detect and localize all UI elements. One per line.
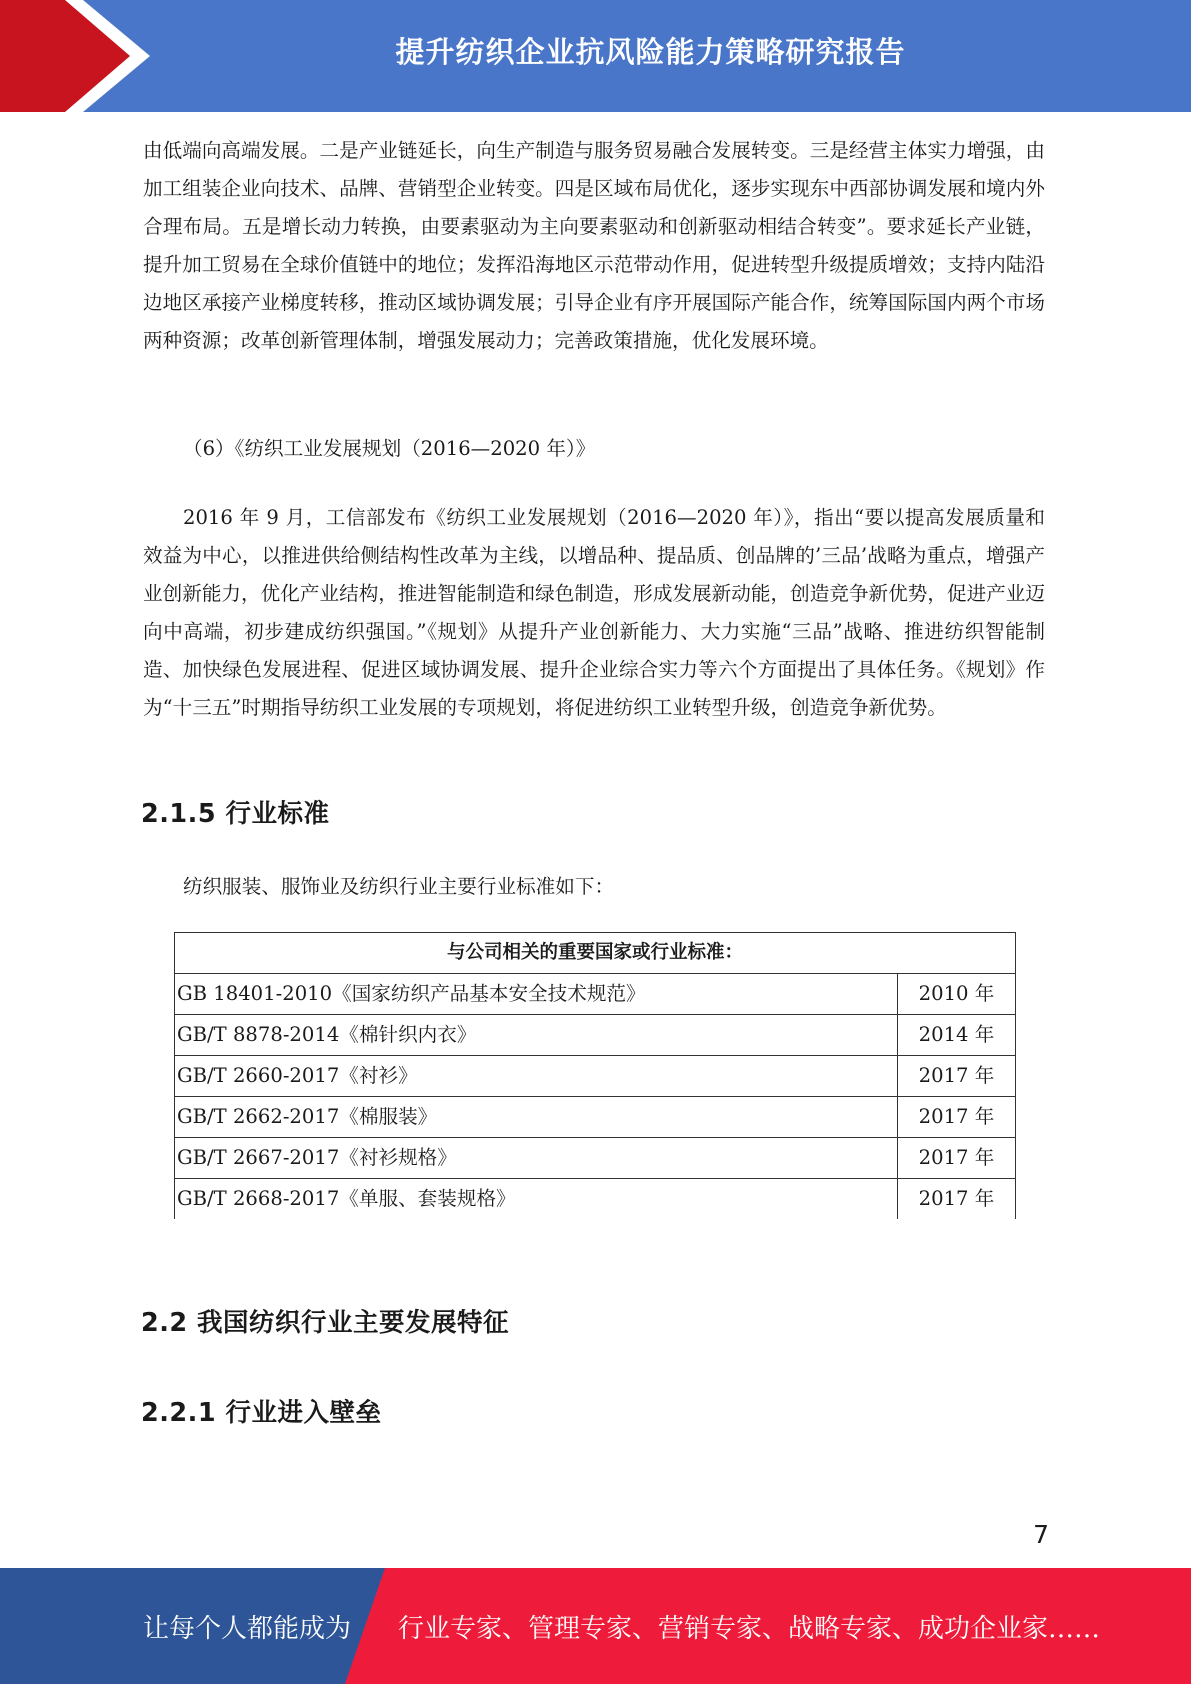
standard-year: 2017 年 bbox=[898, 1179, 1016, 1220]
standard-name: GB/T 2660-2017《衬衫》 bbox=[175, 1056, 898, 1097]
report-title: 提升纺织企业抗风险能力策略研究报告 bbox=[395, 34, 906, 69]
standard-name: GB/T 2668-2017《单服、套装规格》 bbox=[175, 1179, 898, 1220]
page-number: 7 bbox=[1033, 1520, 1049, 1549]
standard-year: 2017 年 bbox=[898, 1056, 1016, 1097]
table-row bbox=[175, 974, 1016, 1015]
table-row bbox=[175, 1015, 1016, 1056]
paragraph-3: 纺织服装、服饰业及纺织行业主要行业标准如下： bbox=[183, 875, 615, 898]
table-row bbox=[175, 1097, 1016, 1138]
footer-slogan-left: 让每个人都能成为 bbox=[143, 1613, 352, 1644]
paragraph-2: 2016 年 9 月，工信部发布《纺织工业发展规划（2016—2020 年）》，指出“要以提高发展质量和效益为中心，以推进供给侧结构性改革为主线，以增品种、提品质、创品牌的’三品’战略为重点，增强产业创新能力，优化产业结构，推进智能制造和绿色制造，形成发展新动能，创造竞争新优势，促进产业迈向中高端，初步建成纺织强国。”《规划》从提升产业创新能力、大力实施“三品”战略、推进纺织智能制造、加快绿色发展进程、促进区域协调发展、提升企业综合实力等六个方面提出了具体任务。《规划》作为“十三五”时期指导纺织工业发展的专项规划，将促进纺织工业转型升级，创造竞争新优势。 bbox=[143, 506, 1045, 719]
table-header-row bbox=[175, 933, 1016, 974]
standards-table bbox=[174, 932, 1016, 1219]
section-heading-2-2: 2.2 我国纺织行业主要发展特征 bbox=[141, 1308, 510, 1338]
section-heading-2-2-1: 2.2.1 行业进入壁垒 bbox=[141, 1398, 382, 1428]
table-row bbox=[175, 1179, 1016, 1220]
page-header bbox=[0, 0, 1191, 112]
page-footer bbox=[0, 1568, 1191, 1684]
standard-name: GB/T 2667-2017《衬衫规格》 bbox=[175, 1138, 898, 1179]
standard-year: 2014 年 bbox=[898, 1015, 1016, 1056]
standard-year: 2010 年 bbox=[898, 974, 1016, 1015]
table-row bbox=[175, 1056, 1016, 1097]
footer-slogan-right: 行业专家、管理专家、营销专家、战略专家、成功企业家…… bbox=[398, 1613, 1101, 1644]
list-item-6: （6）《纺织工业发展规划（2016—2020 年）》 bbox=[183, 437, 596, 460]
paragraph-1: 由低端向高端发展。二是产业链延长，向生产制造与服务贸易融合发展转变。三是经营主体实力增强，由加工组装企业向技术、品牌、营销型企业转变。四是区域布局优化，逐步实现东中西部协调发展和境内外合理布局。五是增长动力转换，由要素驱动为主向要素驱动和创新驱动相结合转变”。要求延长产业链，提升加工贸易在全球价值链中的地位；发挥沿海地区示范带动作用，促进转型升级提质增效；支持内陆沿边地区承接产业梯度转移，推动区域协调发展；引导企业有序开展国际产能合作，统筹国际国内两个市场两种资源；改革创新管理体制，增强发展动力；完善政策措施，优化发展环境。 bbox=[143, 139, 1045, 352]
standard-name: GB/T 2662-2017《棉服装》 bbox=[175, 1097, 898, 1138]
standard-year: 2017 年 bbox=[898, 1097, 1016, 1138]
table-row bbox=[175, 1138, 1016, 1179]
standard-year: 2017 年 bbox=[898, 1138, 1016, 1179]
standard-name: GB/T 8878-2014《棉针织内衣》 bbox=[175, 1015, 898, 1056]
standard-name: GB 18401-2010《国家纺织产品基本安全技术规范》 bbox=[175, 974, 898, 1015]
table-header-cell: 与公司相关的重要国家或行业标准： bbox=[175, 933, 1016, 974]
section-heading-2-1-5: 2.1.5 行业标准 bbox=[141, 799, 330, 829]
